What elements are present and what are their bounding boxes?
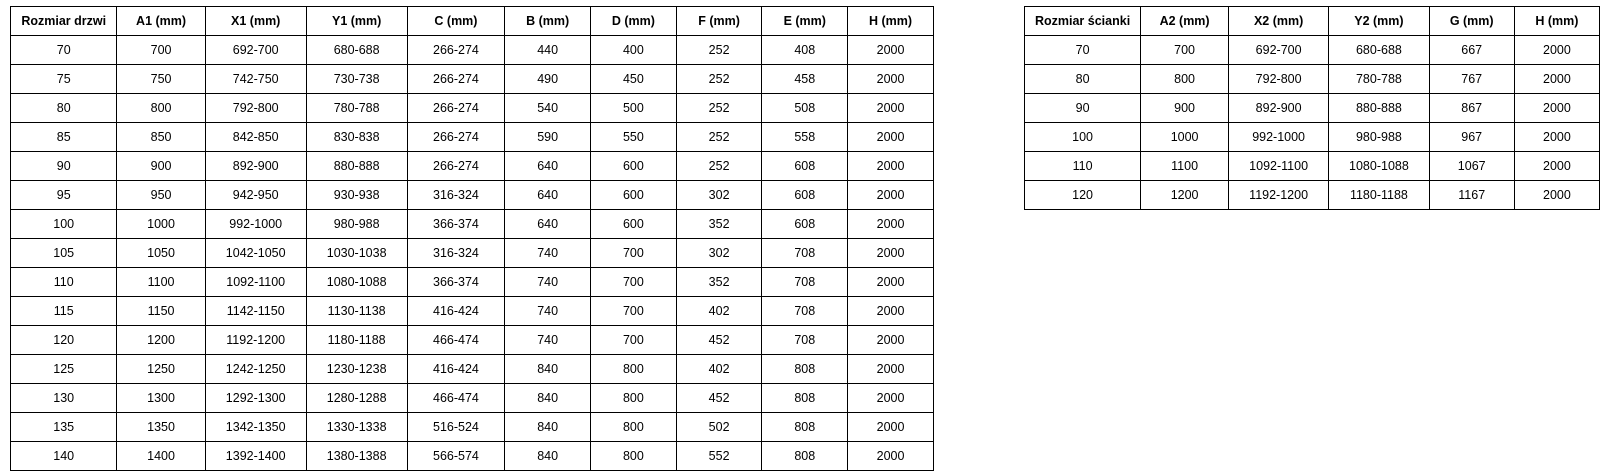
table-cell: 85 <box>11 123 117 152</box>
table-cell: 2000 <box>848 442 934 471</box>
table-cell: 2000 <box>848 210 934 239</box>
table-cell: 80 <box>11 94 117 123</box>
column-header: F (mm) <box>676 7 762 36</box>
table-cell: 366-374 <box>407 268 505 297</box>
table-cell: 2000 <box>1514 181 1599 210</box>
table-row <box>1024 94 1599 123</box>
table-row <box>11 384 934 413</box>
table-header-row <box>11 7 934 36</box>
table-row <box>11 326 934 355</box>
table-cell: 730-738 <box>306 65 407 94</box>
table-cell: 1000 <box>117 210 205 239</box>
table-cell: 792-800 <box>205 94 306 123</box>
column-header: G (mm) <box>1429 7 1514 36</box>
table-row <box>11 152 934 181</box>
column-header: C (mm) <box>407 7 505 36</box>
table-cell: 880-888 <box>306 152 407 181</box>
table-row <box>1024 123 1599 152</box>
table-cell: 892-900 <box>1228 94 1328 123</box>
table-cell: 1230-1238 <box>306 355 407 384</box>
table-cell: 992-1000 <box>205 210 306 239</box>
wall-dimensions-table <box>1024 6 1600 210</box>
table-cell: 2000 <box>848 65 934 94</box>
table-cell: 550 <box>591 123 677 152</box>
table-cell: 800 <box>1141 65 1229 94</box>
column-header: Y1 (mm) <box>306 7 407 36</box>
table-cell: 266-274 <box>407 152 505 181</box>
table-cell: 750 <box>117 65 205 94</box>
table-cell: 1342-1350 <box>205 413 306 442</box>
column-header: H (mm) <box>1514 7 1599 36</box>
column-header: X1 (mm) <box>205 7 306 36</box>
table-row <box>1024 65 1599 94</box>
table-cell: 416-424 <box>407 297 505 326</box>
table-cell: 900 <box>1141 94 1229 123</box>
table-cell: 466-474 <box>407 384 505 413</box>
table-cell: 1380-1388 <box>306 442 407 471</box>
table-cell: 1280-1288 <box>306 384 407 413</box>
table-cell: 125 <box>11 355 117 384</box>
table-header-row <box>1024 7 1599 36</box>
table-cell: 252 <box>676 94 762 123</box>
table-cell: 740 <box>505 268 591 297</box>
table-cell: 1150 <box>117 297 205 326</box>
table-cell: 1067 <box>1429 152 1514 181</box>
table-cell: 600 <box>591 152 677 181</box>
table-cell: 416-424 <box>407 355 505 384</box>
table-cell: 808 <box>762 442 848 471</box>
table-cell: 1167 <box>1429 181 1514 210</box>
table-cell: 2000 <box>1514 123 1599 152</box>
column-header: X2 (mm) <box>1228 7 1328 36</box>
table-row <box>11 239 934 268</box>
column-header: H (mm) <box>848 7 934 36</box>
table-cell: 2000 <box>848 384 934 413</box>
table-cell: 458 <box>762 65 848 94</box>
table-row <box>11 181 934 210</box>
table-cell: 466-474 <box>407 326 505 355</box>
table-cell: 600 <box>591 210 677 239</box>
table-cell: 266-274 <box>407 65 505 94</box>
table-cell: 115 <box>11 297 117 326</box>
table-cell: 352 <box>676 210 762 239</box>
table-cell: 2000 <box>848 94 934 123</box>
table-cell: 800 <box>117 94 205 123</box>
table-cell: 1180-1188 <box>1329 181 1429 210</box>
table-cell: 1200 <box>1141 181 1229 210</box>
table-cell: 316-324 <box>407 239 505 268</box>
table-cell: 100 <box>11 210 117 239</box>
table-cell: 1000 <box>1141 123 1229 152</box>
table-cell: 90 <box>11 152 117 181</box>
table-cell: 90 <box>1024 94 1140 123</box>
table-cell: 252 <box>676 65 762 94</box>
table-row <box>11 268 934 297</box>
table-row <box>1024 36 1599 65</box>
table-cell: 1092-1100 <box>205 268 306 297</box>
table-cell: 950 <box>117 181 205 210</box>
wall-table-body <box>1024 36 1599 210</box>
column-header: Rozmiar drzwi <box>11 7 117 36</box>
table-cell: 740 <box>505 297 591 326</box>
table-cell: 1200 <box>117 326 205 355</box>
table-cell: 840 <box>505 413 591 442</box>
table-cell: 792-800 <box>1228 65 1328 94</box>
table-cell: 700 <box>591 326 677 355</box>
table-cell: 110 <box>11 268 117 297</box>
table-cell: 840 <box>505 384 591 413</box>
table-cell: 266-274 <box>407 94 505 123</box>
table-cell: 540 <box>505 94 591 123</box>
table-cell: 708 <box>762 239 848 268</box>
table-row <box>11 65 934 94</box>
table-cell: 640 <box>505 152 591 181</box>
table-cell: 452 <box>676 326 762 355</box>
table-cell: 1292-1300 <box>205 384 306 413</box>
table-cell: 400 <box>591 36 677 65</box>
table-cell: 800 <box>591 442 677 471</box>
table-cell: 2000 <box>1514 65 1599 94</box>
table-row <box>11 442 934 471</box>
table-cell: 780-788 <box>1329 65 1429 94</box>
column-header: A2 (mm) <box>1141 7 1229 36</box>
table-cell: 1042-1050 <box>205 239 306 268</box>
table-cell: 440 <box>505 36 591 65</box>
table-cell: 700 <box>591 268 677 297</box>
table-cell: 516-524 <box>407 413 505 442</box>
table-cell: 402 <box>676 297 762 326</box>
table-cell: 2000 <box>848 326 934 355</box>
wall-dimensions-table-block <box>1024 0 1600 210</box>
table-cell: 980-988 <box>306 210 407 239</box>
wall-table-head <box>1024 7 1599 36</box>
table-row <box>11 355 934 384</box>
table-cell: 1192-1200 <box>1228 181 1328 210</box>
table-cell: 680-688 <box>306 36 407 65</box>
table-cell: 900 <box>117 152 205 181</box>
table-cell: 700 <box>591 239 677 268</box>
table-cell: 95 <box>11 181 117 210</box>
table-cell: 590 <box>505 123 591 152</box>
table-cell: 800 <box>591 384 677 413</box>
table-cell: 892-900 <box>205 152 306 181</box>
table-cell: 1100 <box>1141 152 1229 181</box>
table-cell: 2000 <box>1514 36 1599 65</box>
table-cell: 1050 <box>117 239 205 268</box>
table-row <box>1024 181 1599 210</box>
table-cell: 1392-1400 <box>205 442 306 471</box>
table-cell: 266-274 <box>407 123 505 152</box>
table-cell: 700 <box>591 297 677 326</box>
table-row <box>11 123 934 152</box>
table-cell: 2000 <box>848 239 934 268</box>
table-cell: 1080-1088 <box>1329 152 1429 181</box>
table-cell: 2000 <box>848 355 934 384</box>
table-cell: 700 <box>1141 36 1229 65</box>
table-cell: 942-950 <box>205 181 306 210</box>
table-cell: 1030-1038 <box>306 239 407 268</box>
table-cell: 740 <box>505 326 591 355</box>
table-cell: 2000 <box>1514 94 1599 123</box>
table-cell: 608 <box>762 210 848 239</box>
table-cell: 708 <box>762 297 848 326</box>
doors-table-head <box>11 7 934 36</box>
table-cell: 140 <box>11 442 117 471</box>
table-cell: 1180-1188 <box>306 326 407 355</box>
table-cell: 490 <box>505 65 591 94</box>
table-cell: 402 <box>676 355 762 384</box>
table-cell: 1330-1338 <box>306 413 407 442</box>
column-header: Y2 (mm) <box>1329 7 1429 36</box>
table-cell: 266-274 <box>407 36 505 65</box>
table-cell: 1092-1100 <box>1228 152 1328 181</box>
table-cell: 967 <box>1429 123 1514 152</box>
table-cell: 880-888 <box>1329 94 1429 123</box>
table-cell: 566-574 <box>407 442 505 471</box>
table-cell: 2000 <box>848 181 934 210</box>
table-cell: 1142-1150 <box>205 297 306 326</box>
table-cell: 1192-1200 <box>205 326 306 355</box>
table-cell: 1130-1138 <box>306 297 407 326</box>
table-cell: 452 <box>676 384 762 413</box>
table-cell: 100 <box>1024 123 1140 152</box>
table-cell: 640 <box>505 181 591 210</box>
table-cell: 135 <box>11 413 117 442</box>
table-row <box>11 413 934 442</box>
doors-table-body <box>11 36 934 471</box>
column-header: B (mm) <box>505 7 591 36</box>
table-cell: 840 <box>505 442 591 471</box>
table-cell: 692-700 <box>205 36 306 65</box>
doors-dimensions-table-block <box>10 0 934 471</box>
table-cell: 867 <box>1429 94 1514 123</box>
table-cell: 2000 <box>848 123 934 152</box>
table-cell: 680-688 <box>1329 36 1429 65</box>
table-cell: 1300 <box>117 384 205 413</box>
table-row <box>11 94 934 123</box>
table-cell: 2000 <box>848 413 934 442</box>
table-cell: 302 <box>676 181 762 210</box>
table-cell: 508 <box>762 94 848 123</box>
table-cell: 667 <box>1429 36 1514 65</box>
table-cell: 608 <box>762 181 848 210</box>
table-cell: 105 <box>11 239 117 268</box>
table-cell: 767 <box>1429 65 1514 94</box>
table-row <box>11 36 934 65</box>
table-cell: 1350 <box>117 413 205 442</box>
table-cell: 830-838 <box>306 123 407 152</box>
table-cell: 980-988 <box>1329 123 1429 152</box>
table-cell: 316-324 <box>407 181 505 210</box>
table-cell: 2000 <box>848 297 934 326</box>
table-cell: 408 <box>762 36 848 65</box>
table-cell: 252 <box>676 152 762 181</box>
doors-dimensions-table <box>10 6 934 471</box>
table-cell: 700 <box>117 36 205 65</box>
table-cell: 502 <box>676 413 762 442</box>
table-cell: 692-700 <box>1228 36 1328 65</box>
table-cell: 552 <box>676 442 762 471</box>
table-cell: 608 <box>762 152 848 181</box>
table-cell: 2000 <box>848 268 934 297</box>
table-cell: 780-788 <box>306 94 407 123</box>
table-cell: 302 <box>676 239 762 268</box>
column-header: D (mm) <box>591 7 677 36</box>
table-cell: 2000 <box>848 152 934 181</box>
table-cell: 2000 <box>848 36 934 65</box>
table-cell: 75 <box>11 65 117 94</box>
table-cell: 708 <box>762 326 848 355</box>
column-header: A1 (mm) <box>117 7 205 36</box>
table-cell: 366-374 <box>407 210 505 239</box>
table-cell: 70 <box>11 36 117 65</box>
table-cell: 600 <box>591 181 677 210</box>
table-row <box>11 297 934 326</box>
table-cell: 2000 <box>1514 152 1599 181</box>
table-cell: 352 <box>676 268 762 297</box>
table-cell: 800 <box>591 413 677 442</box>
table-cell: 80 <box>1024 65 1140 94</box>
table-cell: 842-850 <box>205 123 306 152</box>
table-row <box>11 210 934 239</box>
table-cell: 640 <box>505 210 591 239</box>
table-cell: 840 <box>505 355 591 384</box>
table-cell: 1250 <box>117 355 205 384</box>
table-cell: 808 <box>762 355 848 384</box>
table-cell: 500 <box>591 94 677 123</box>
table-cell: 1242-1250 <box>205 355 306 384</box>
table-cell: 1080-1088 <box>306 268 407 297</box>
table-cell: 808 <box>762 384 848 413</box>
table-cell: 740 <box>505 239 591 268</box>
table-cell: 120 <box>11 326 117 355</box>
table-cell: 800 <box>591 355 677 384</box>
column-header: Rozmiar ścianki <box>1024 7 1140 36</box>
table-cell: 930-938 <box>306 181 407 210</box>
table-cell: 252 <box>676 36 762 65</box>
table-cell: 120 <box>1024 181 1140 210</box>
column-header: E (mm) <box>762 7 848 36</box>
table-cell: 70 <box>1024 36 1140 65</box>
table-cell: 252 <box>676 123 762 152</box>
table-cell: 1400 <box>117 442 205 471</box>
table-cell: 992-1000 <box>1228 123 1328 152</box>
table-cell: 708 <box>762 268 848 297</box>
table-cell: 808 <box>762 413 848 442</box>
table-cell: 1100 <box>117 268 205 297</box>
table-row <box>1024 152 1599 181</box>
table-cell: 850 <box>117 123 205 152</box>
table-cell: 130 <box>11 384 117 413</box>
table-cell: 450 <box>591 65 677 94</box>
table-cell: 742-750 <box>205 65 306 94</box>
table-cell: 558 <box>762 123 848 152</box>
table-cell: 110 <box>1024 152 1140 181</box>
